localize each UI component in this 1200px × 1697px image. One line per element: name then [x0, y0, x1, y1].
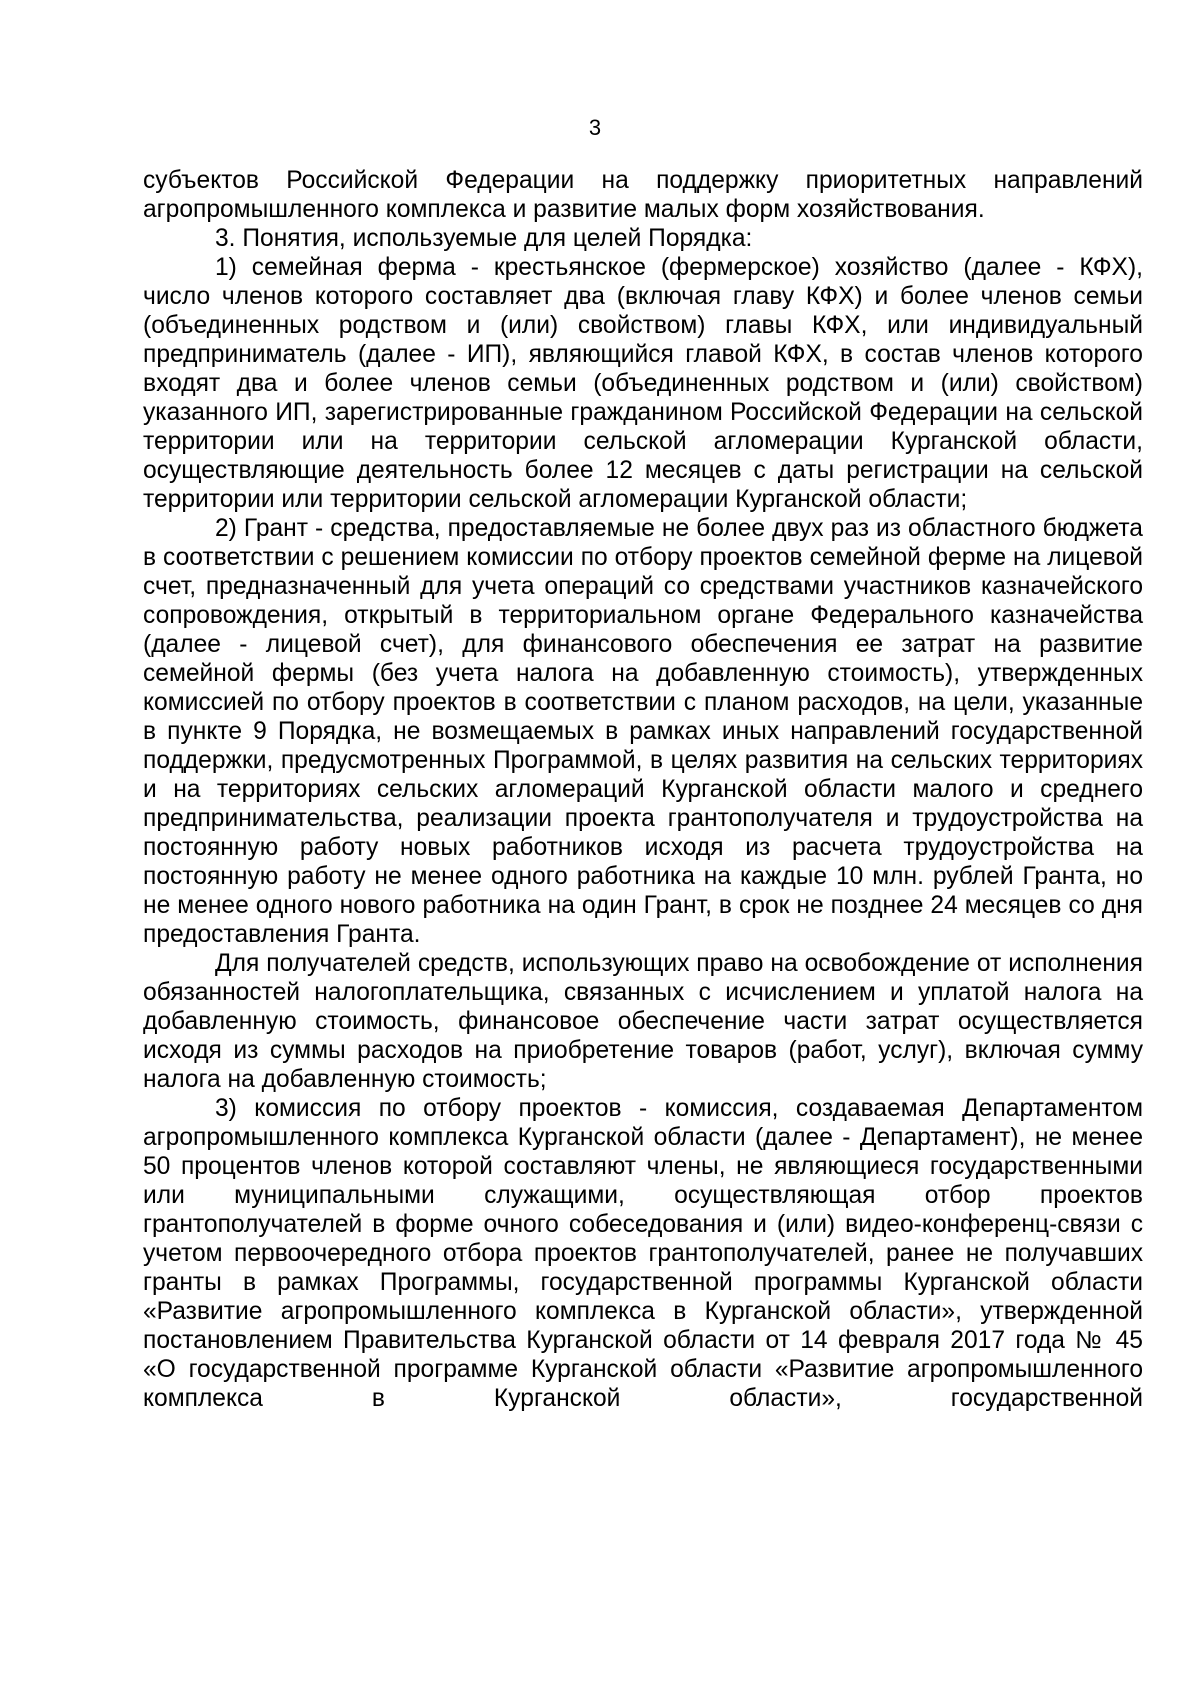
paragraph-continuation: субъектов Российской Федерации на поддержку приоритетных направлений агропромышленного комплекса и развитие малых форм хозяйствования.: [143, 167, 1143, 223]
paragraph-definitions-heading: 3. Понятия, используемые для целей Порядка:: [215, 225, 753, 252]
page-number: 3: [588, 115, 602, 140]
paragraph-vat-exemption: Для получателей средств, использующих право на освобождение от исполнения обязанностей налогоплательщика, связанных с исчислением и уплатой налога на добавленную стоимость, финансовое обеспечение части затрат осуществляется исходя из суммы расходов на приобретение товаров (работ, услуг), включая сумму налога на добавленную стоимость;: [143, 950, 1143, 1093]
paragraph-selection-commission: 3) комиссия по отбору проектов - комиссия, создаваемая Департаментом агропромышленного комплекса Курганской области (далее - Департамент), не менее 50 процентов членов которой составляют члены, не являющиеся государственными или муниципальными служащими, осуществляющая отбор проектов грантополучателей в форме очного собеседования и (или) видео-конференц-связи с учетом первоочередного отбора проектов грантополучателей, ранее не получавших гранты в рамках Программы, государственной программы Курганской области «Развитие агропромышленного комплекса в Курганской области», утвержденной постановлением Правительства Курганской области от 14 февраля 2017 года № 45 «О государственной программе Курганской области «Развитие агропромышленного комплекса в Курганской области», государственной: [143, 1095, 1143, 1412]
paragraph-family-farm: 1) семейная ферма - крестьянское (фермерское) хозяйство (далее - КФХ), число членов которого составляет два (включая главу КФХ) и более членов семьи (объединенных родством и (или) свойством) главы КФХ, или индивидуальный предприниматель (далее - ИП), являющийся главой КФХ, в состав членов которого входят два и более членов семьи (объединенных родством и (или) свойством) указанного ИП, зарегистрированные гражданином Российской Федерации на сельской территории или на территории сельской агломерации Курганской области, осуществляющие деятельность более 12 месяцев с даты регистрации на сельской территории или территории сельской агломерации Курганской области;: [143, 254, 1143, 513]
document-body: [143, 166, 1143, 1413]
paragraph-grant: 2) Грант - средства, предоставляемые не более двух раз из областного бюджета в соответствии с решением комиссии по отбору проектов семейной ферме на лицевой счет, предназначенный для учета операций со средствами участников казначейского сопровождения, открытый в территориальном органе Федерального казначейства (далее - лицевой счет), для финансового обеспечения ее затрат на развитие семейной фермы (без учета налога на добавленную стоимость), утвержденных комиссией по отбору проектов в соответствии с планом расходов, на цели, указанные в пункте 9 Порядка, не возмещаемых в рамках иных направлений государственной поддержки, предусмотренных Программой, в целях развития на сельских территориях и на территориях сельских агломераций Курганской области малого и среднего предпринимательства, реализации проекта грантополучателя и трудоустройства на постоянную работу новых работников исходя из расчета трудоустройства на постоянную работу не менее одного работника на каждые 10 млн. рублей Гранта, но не менее одного нового работника на один Грант, в срок не позднее 24 месяцев со дня предоставления Гранта.: [143, 515, 1143, 948]
